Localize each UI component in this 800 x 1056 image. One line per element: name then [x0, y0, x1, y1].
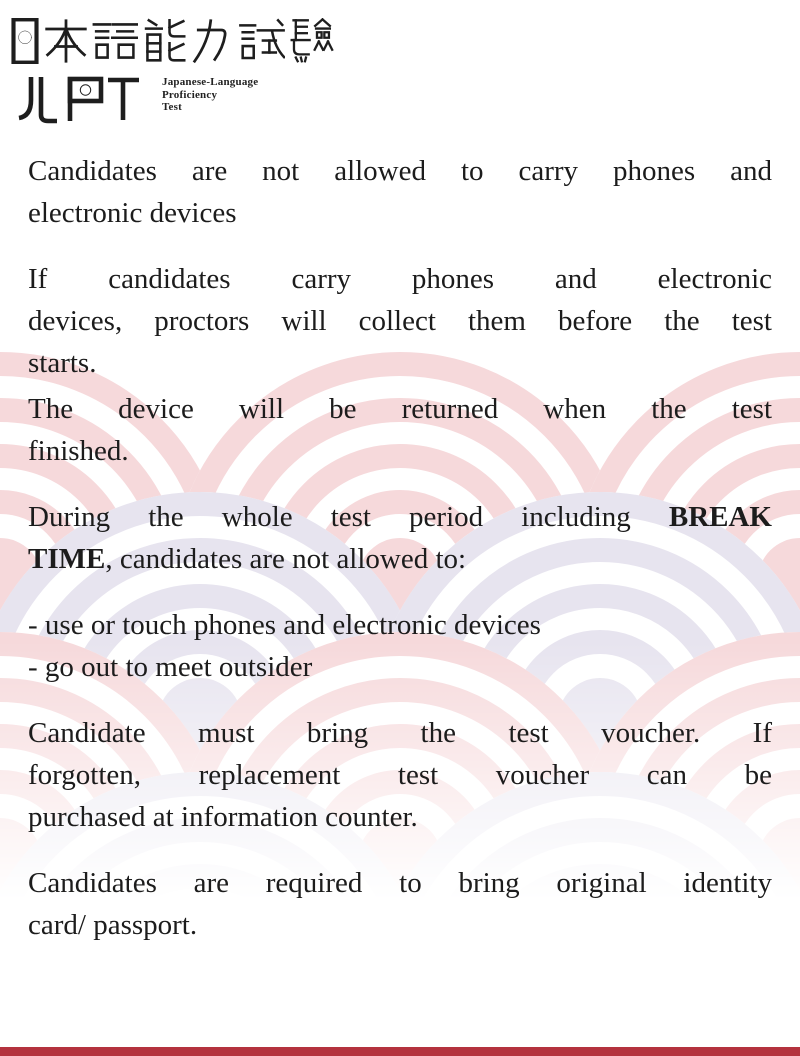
logo-subtitle: [162, 76, 258, 114]
text-line: During the whole test period including BREAK: [28, 501, 772, 533]
text-line: card/ passport.: [28, 909, 198, 941]
paragraph: [28, 388, 772, 472]
text-line: starts.: [28, 347, 97, 379]
paragraph: [28, 604, 772, 688]
text-line: purchased at information counter.: [28, 801, 418, 833]
red-sun-icon: [19, 31, 32, 44]
paragraph: [28, 150, 772, 234]
text-line: electronic devices: [28, 197, 237, 229]
text-line: - use or touch phones and electronic devices: [28, 609, 541, 641]
text-line: The device will be returned when the test: [28, 393, 772, 425]
kanji-go-glyph: [92, 18, 138, 64]
text-line: Candidate must bring the test voucher. If: [28, 717, 772, 749]
logo-subtitle-line: Test: [162, 101, 182, 113]
text-line: devices, proctors will collect them before the test: [28, 305, 772, 337]
paragraph: [28, 258, 772, 384]
jlpt-logotype: [10, 70, 160, 130]
notice-text: [28, 150, 772, 946]
text-line: forgotten, replacement test voucher can be: [28, 759, 772, 791]
text-line: TIME, candidates are not allowed to:: [28, 543, 467, 575]
footer-red-bar: [0, 1047, 800, 1056]
text-line: Candidates are required to bring original identity: [28, 867, 772, 899]
logo-kanji-title: [10, 18, 334, 64]
paragraph: [28, 862, 772, 946]
kanji-hon-glyph: [43, 18, 89, 64]
kanji-ryoku-glyph: [190, 18, 236, 64]
jlpt-logo: [10, 18, 334, 130]
red-dot-icon: [80, 85, 90, 95]
kanji-nou-glyph: [141, 18, 187, 64]
kanji-ken-glyph: [288, 18, 334, 64]
paragraph: [28, 712, 772, 838]
paragraph: [28, 496, 772, 580]
logo-subtitle-line: Proficiency: [162, 88, 218, 101]
text-line: If candidates carry phones and electronic: [28, 263, 772, 295]
logo-subtitle-line: Japanese-Language: [162, 76, 259, 88]
text-line: finished.: [28, 435, 129, 467]
kanji-shi-glyph: [239, 18, 285, 64]
text-line: - go out to meet outsider: [28, 651, 313, 683]
text-line: Candidates are not allowed to carry phones and: [28, 155, 772, 187]
kanji-sun-glyph: [10, 18, 40, 64]
